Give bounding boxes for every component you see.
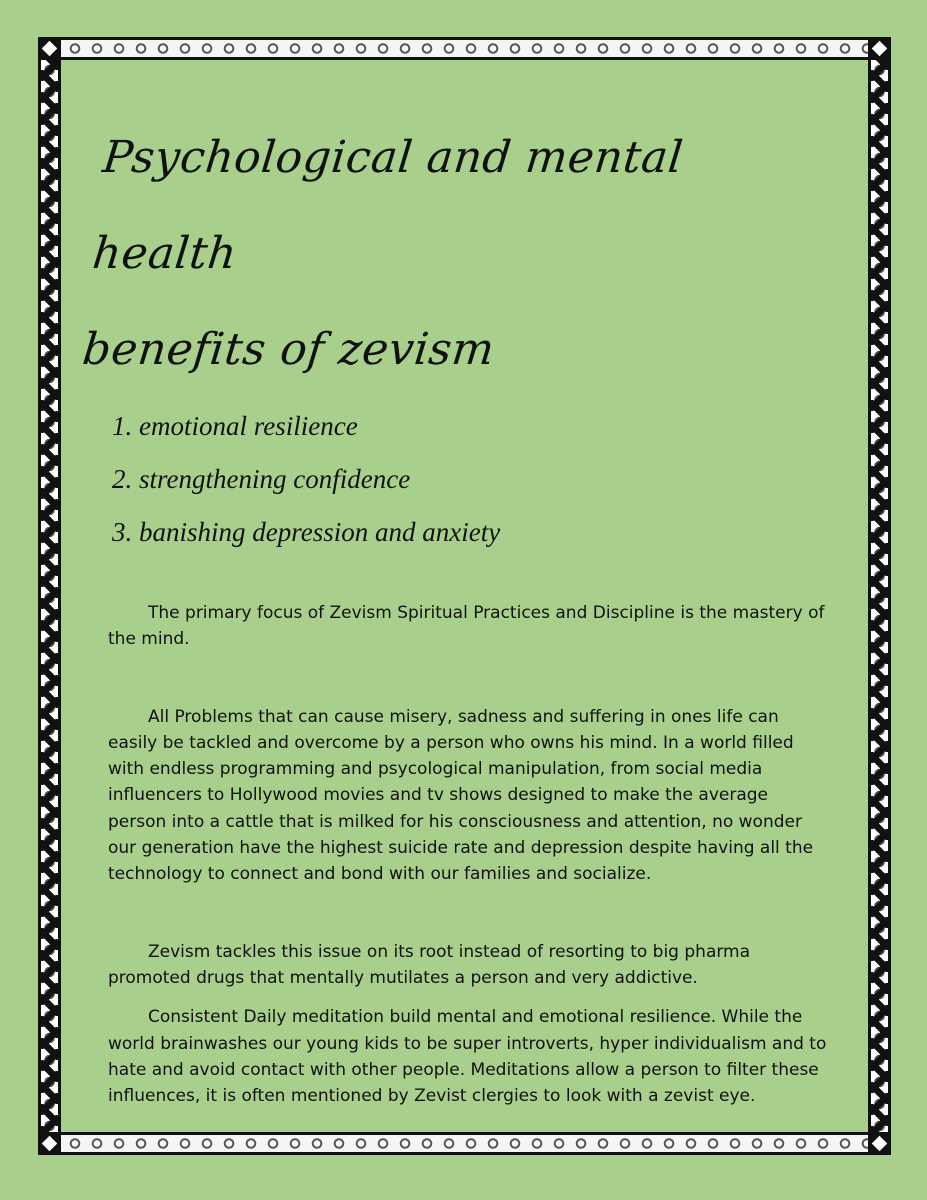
- benefits-list: [112, 400, 828, 559]
- benefit-item: 3. banishing depression and anxiety: [112, 517, 501, 547]
- border-corner-bottom-right: [868, 1132, 891, 1155]
- decorative-border-left: [38, 37, 61, 1155]
- paragraph-problems: All Problems that can cause misery, sadness and suffering in ones life can easily be tackled and overcome by a person who owns his mind. In a world filled with endless programming and psycological manipulation, from social media influencers to Hollywood movies and tv shows designed to make the average person into a cattle that is milked for his consciousness and attention, no wonder our generation have the highest suicide rate and depression despite having all the technology to connect and bond with our families and socialize.: [108, 706, 814, 885]
- document-content: [80, 110, 828, 1109]
- benefit-item: 2. strengthening confidence: [112, 464, 411, 494]
- border-corner-top-left: [38, 37, 61, 60]
- decorative-border-bottom: [38, 1132, 891, 1155]
- title-line-2: benefits of zevism: [80, 324, 497, 375]
- paragraph-focus: The primary focus of Zevism Spiritual Practices and Discipline is the mastery of the mind.: [108, 603, 825, 650]
- border-corner-top-right: [868, 37, 891, 60]
- decorative-border-right: [868, 37, 891, 1155]
- paragraph-meditation: Consistent Daily meditation build mental and emotional resilience. While the world brainwashes our young kids to be super introverts, hyper individualism and to hate and avoid contact with other people. Meditations allow a person to filter these influences, it is often mentioned by Zevist clergies to look with a zevist eye.: [108, 1007, 827, 1107]
- page-title: [78, 110, 828, 398]
- title-line-1: Psychological and mental health: [90, 132, 686, 279]
- paragraph-root-cause: Zevism tackles this issue on its root instead of resorting to big pharma promoted drugs that mentally mutilates a person and very addictive.: [108, 941, 751, 988]
- benefit-item: 1. emotional resilience: [112, 411, 358, 441]
- decorative-border-top: [38, 37, 891, 60]
- border-corner-bottom-left: [38, 1132, 61, 1155]
